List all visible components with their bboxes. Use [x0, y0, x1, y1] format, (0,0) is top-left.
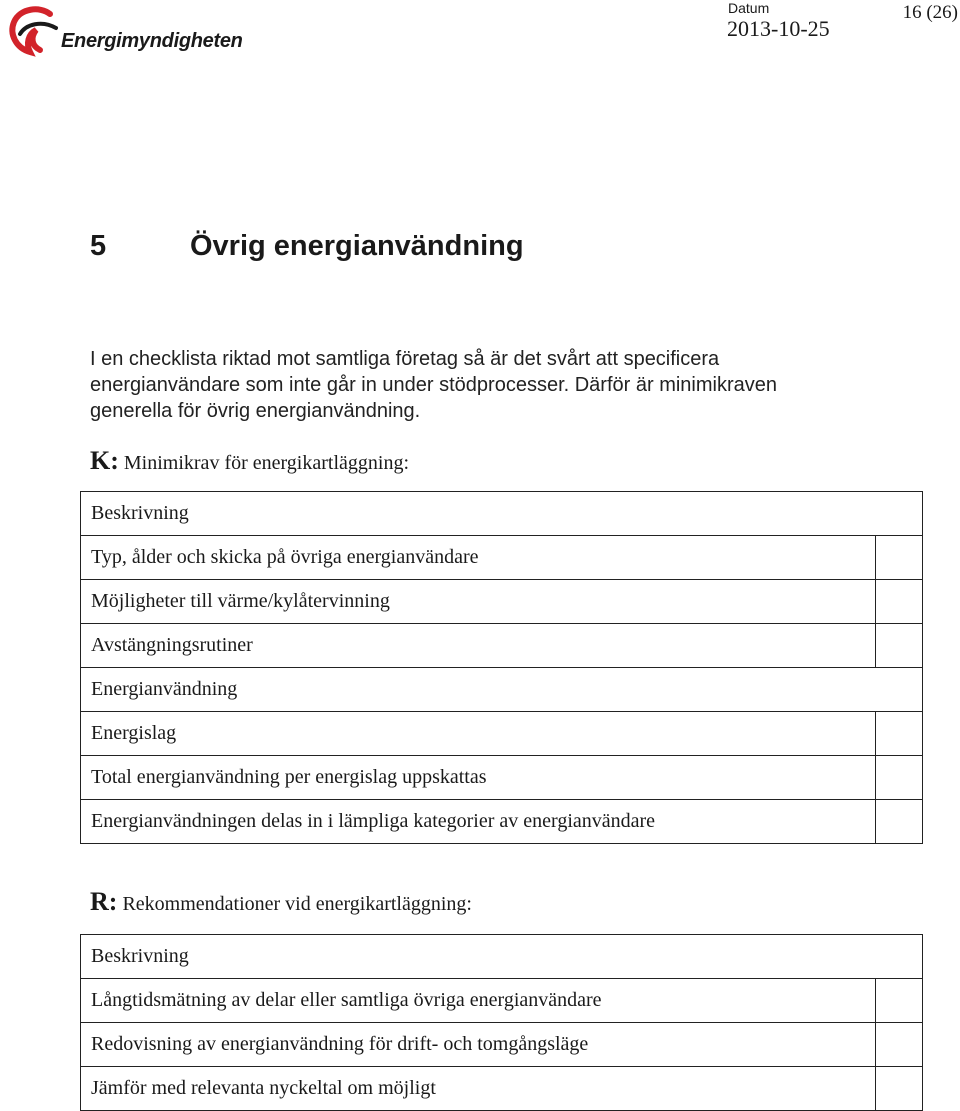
row-header-label: Energianvändning [81, 668, 876, 712]
r-title-text: Rekommendationer vid energikartläggning: [122, 893, 472, 915]
table-row [81, 624, 923, 668]
checkbox-cell[interactable] [876, 624, 923, 668]
checkbox-cell[interactable] [876, 756, 923, 800]
recommendations-table [80, 934, 923, 1111]
row-label: Energianvändningen delas in i lämpliga kategorier av energianvändare [81, 800, 876, 844]
row-label: Typ, ålder och skicka på övriga energianvändare [81, 536, 876, 580]
table-row [81, 1023, 923, 1067]
row-label: Möjligheter till värme/kylåtervinning [81, 580, 876, 624]
table-section-header-row [81, 668, 923, 712]
table-row [81, 979, 923, 1023]
energimyndigheten-logo [6, 4, 246, 60]
table-row [81, 712, 923, 756]
row-header-label: Beskrivning [81, 935, 876, 979]
table-row [81, 1067, 923, 1111]
date-value: 2013-10-25 [727, 16, 830, 41]
checkbox-cell[interactable] [876, 979, 923, 1023]
intro-paragraph: I en checklista riktad mot samtliga företag så är det svårt att specificera energianvändare som inte går in under stödprocesser. Därför är minimikraven generella för övrig energianvändning. [90, 348, 778, 422]
row-label: Avstängningsrutiner [81, 624, 876, 668]
minimum-requirements-table [80, 491, 923, 844]
row-label: Redovisning av energianvändning för drift- och tomgångsläge [81, 1023, 876, 1067]
checkbox-cell[interactable] [876, 800, 923, 844]
section-number: 5 [90, 230, 107, 262]
row-label: Energislag [81, 712, 876, 756]
checkbox-cell[interactable] [876, 935, 923, 979]
row-header-label: Beskrivning [81, 492, 876, 536]
table-section-header-row [81, 935, 923, 979]
k-letter: K: [90, 446, 119, 475]
table-row [81, 536, 923, 580]
checkbox-cell[interactable] [876, 536, 923, 580]
row-label: Jämför med relevanta nyckeltal om möjligt [81, 1067, 876, 1111]
table-row [81, 756, 923, 800]
checkbox-cell[interactable] [876, 712, 923, 756]
checkbox-cell[interactable] [876, 580, 923, 624]
checkbox-cell[interactable] [876, 492, 923, 536]
table-row [81, 800, 923, 844]
logo-swirl-icon [6, 4, 66, 60]
checkbox-cell[interactable] [876, 668, 923, 712]
k-block-title [90, 446, 409, 476]
date-label: Datum [728, 0, 770, 16]
row-label: Total energianvändning per energislag uppskattas [81, 756, 876, 800]
r-block-title [90, 887, 472, 917]
page-number: 16 (26) [902, 2, 958, 23]
table-row [81, 580, 923, 624]
r-letter: R: [90, 887, 118, 916]
section-title: Övrig energianvändning [190, 230, 524, 262]
row-label: Långtidsmätning av delar eller samtliga övriga energianvändare [81, 979, 876, 1023]
logo-wordmark: Energimyndigheten [61, 30, 243, 52]
table-section-header-row [81, 492, 923, 536]
checkbox-cell[interactable] [876, 1023, 923, 1067]
section-heading [90, 230, 524, 263]
k-title-text: Minimikrav för energikartläggning: [123, 452, 410, 474]
checkbox-cell[interactable] [876, 1067, 923, 1111]
